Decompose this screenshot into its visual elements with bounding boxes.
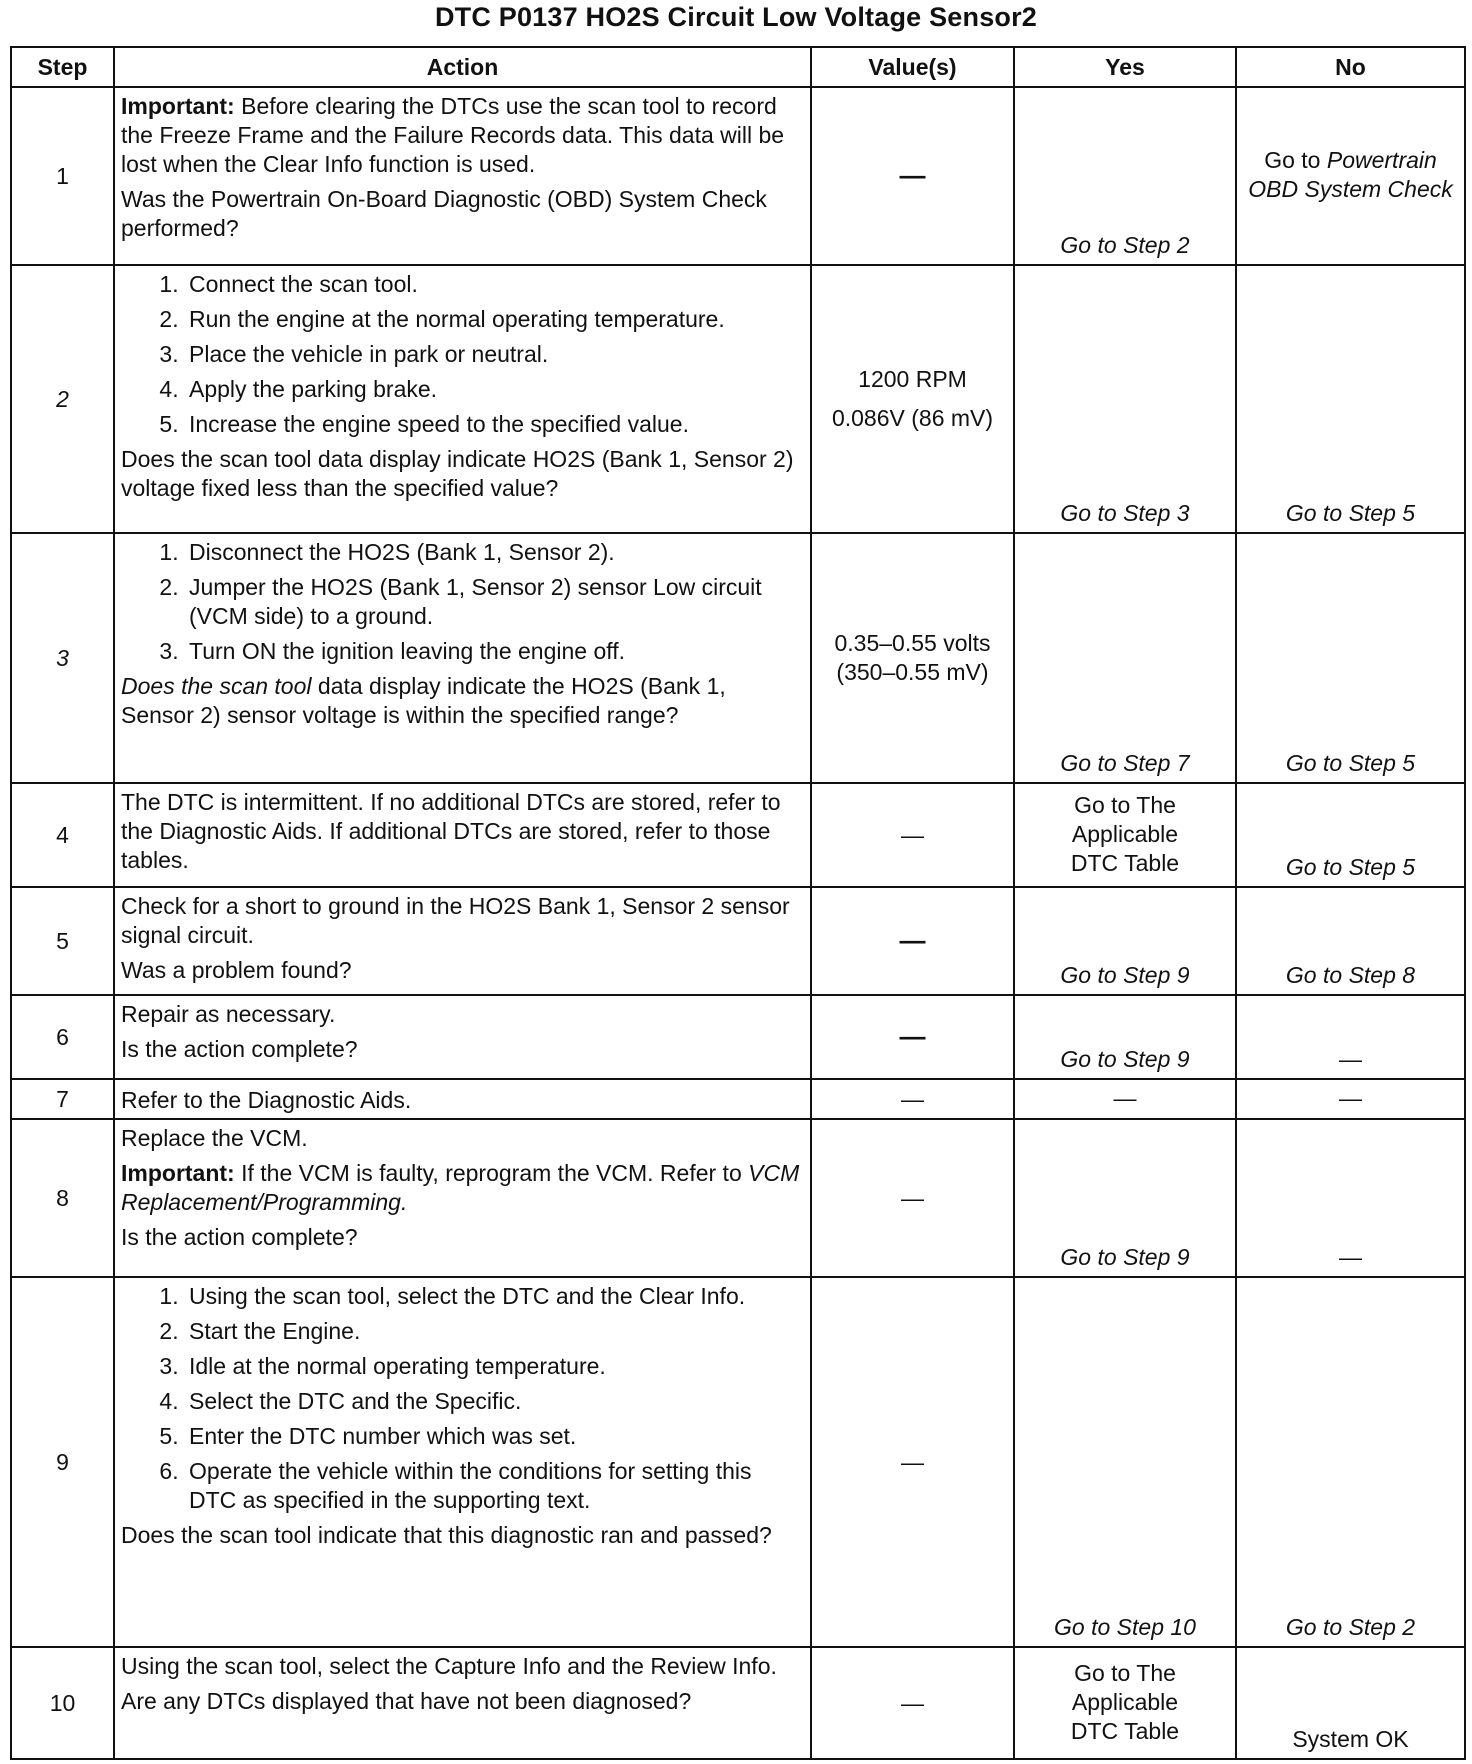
action-cell — [114, 1079, 811, 1119]
yes-result: Go to Step 3 — [1060, 500, 1190, 526]
no-cell — [1236, 265, 1465, 533]
yes-dash: — — [1113, 1084, 1137, 1111]
table-row — [11, 1277, 1465, 1647]
important-label: Important: — [121, 1160, 235, 1186]
value-cell — [811, 1647, 1014, 1759]
yes-result: Go to Step 7 — [1060, 750, 1190, 776]
step-number: 3 — [11, 533, 114, 783]
no-cell — [1236, 533, 1465, 783]
value-cell — [811, 87, 1014, 265]
action-question: Are any DTCs displayed that have not been diagnosed? — [121, 1688, 692, 1714]
action-cell — [114, 1277, 811, 1647]
table-row — [11, 887, 1465, 995]
action-step-item: 3. Place the vehicle in park or neutral. — [185, 340, 804, 369]
yes-result-line: DTC Table — [1070, 849, 1180, 876]
value-cell — [811, 1079, 1014, 1119]
value-cell — [811, 1119, 1014, 1277]
action-step-item: 3. Idle at the normal operating temperature. — [185, 1352, 804, 1381]
no-cell — [1236, 87, 1465, 265]
table-row — [11, 265, 1465, 533]
no-result: Go to Step 5 — [1285, 500, 1416, 526]
header-action: Action — [114, 47, 811, 87]
no-dash: — — [1339, 1244, 1362, 1270]
value-dash: — — [899, 160, 926, 190]
no-cell — [1236, 1647, 1465, 1759]
action-step-item: 5. Enter the DTC number which was set. — [185, 1422, 804, 1451]
step-number: 9 — [11, 1277, 114, 1647]
no-cell — [1236, 783, 1465, 887]
value-dash: — — [901, 1448, 924, 1475]
value-dash: — — [899, 925, 926, 955]
no-cell — [1236, 1079, 1465, 1119]
yes-cell — [1014, 887, 1236, 995]
action-cell — [114, 995, 811, 1079]
step-number: 4 — [11, 783, 114, 887]
action-step-item: 2. Run the engine at the normal operating temperature. — [185, 305, 804, 334]
step-number: 2 — [11, 265, 114, 533]
action-step-item: 2. Start the Engine. — [185, 1317, 804, 1346]
step-number: 10 — [11, 1647, 114, 1759]
action-steps-list — [121, 270, 804, 439]
value-line: 0.086V (86 mV) — [831, 405, 994, 431]
step-number: 7 — [11, 1079, 114, 1119]
step-number: 8 — [11, 1119, 114, 1277]
action-step-item: 4. Select the DTC and the Specific. — [185, 1387, 804, 1416]
action-cell — [114, 887, 811, 995]
value-cell — [811, 1277, 1014, 1647]
yes-result-line: Applicable — [1071, 1688, 1179, 1715]
yes-result-line: Go to The — [1074, 1659, 1176, 1686]
table-row — [11, 1119, 1465, 1277]
table-row — [11, 87, 1465, 265]
action-question: Was a problem found? — [121, 957, 352, 983]
action-cell — [114, 265, 811, 533]
important-note — [121, 1159, 804, 1217]
no-result-link: Powertrain OBD System Check — [1248, 147, 1453, 202]
value-dash: — — [901, 1085, 924, 1112]
value-cell — [811, 995, 1014, 1079]
value-cell — [811, 265, 1014, 533]
value-dash: — — [901, 1689, 924, 1716]
table-row — [11, 1647, 1465, 1759]
action-steps-list — [121, 1282, 804, 1515]
yes-cell — [1014, 1647, 1236, 1759]
yes-cell — [1014, 995, 1236, 1079]
action-text: The DTC is intermittent. If no additional DTCs are stored, refer to the Diagnostic Aids. If additional DTCs are stored, refer to those tables. — [121, 789, 781, 873]
step-number: 6 — [11, 995, 114, 1079]
action-text: Using the scan tool, select the Capture Info and the Review Info. — [121, 1653, 777, 1679]
header-step: Step — [11, 47, 114, 87]
action-step-item: 2. Jumper the HO2S (Bank 1, Sensor 2) sensor Low circuit (VCM side) to a ground. — [185, 573, 804, 631]
action-step-item: 3. Turn ON the ignition leaving the engine off. — [185, 637, 804, 666]
document-title: DTC P0137 HO2S Circuit Low Voltage Sensor2 — [434, 2, 1038, 32]
action-cell — [114, 783, 811, 887]
yes-cell — [1014, 1079, 1236, 1119]
yes-cell — [1014, 87, 1236, 265]
action-text: Refer to the Diagnostic Aids. — [121, 1086, 412, 1113]
table-row — [11, 1079, 1465, 1119]
value-dash: — — [901, 821, 924, 848]
value-cell — [811, 887, 1014, 995]
header-no: No — [1236, 47, 1465, 87]
yes-result: Go to Step 10 — [1054, 1614, 1196, 1640]
yes-result: Go to Step 2 — [1060, 232, 1190, 258]
value-cell — [811, 783, 1014, 887]
no-result: Go to Step 2 — [1285, 1614, 1416, 1640]
yes-cell — [1014, 533, 1236, 783]
value-line: (350–0.55 mV) — [836, 659, 989, 685]
action-step-item: 1. Connect the scan tool. — [185, 270, 804, 299]
diagnostic-table — [10, 46, 1466, 1760]
no-cell — [1236, 995, 1465, 1079]
yes-result: Go to Step 9 — [1060, 1244, 1190, 1270]
important-text: Before clearing the DTCs use the scan tool to record the Freeze Frame and the Failure Records data. This data will be lost when the Clear Info function is used. — [121, 93, 785, 177]
table-row — [11, 995, 1465, 1079]
yes-cell — [1014, 783, 1236, 887]
action-text: Repair as necessary. — [121, 1001, 336, 1027]
yes-result: Go to Step 9 — [1060, 1046, 1190, 1072]
important-reference: VCM Replacement/Programming. — [121, 1160, 800, 1215]
action-text: Replace the VCM. — [121, 1125, 308, 1151]
yes-result-line: Go to The — [1074, 791, 1176, 818]
no-result: Go to Step 5 — [1285, 854, 1416, 880]
step-number: 5 — [11, 887, 114, 995]
table-header-row — [11, 47, 1465, 87]
header-values: Value(s) — [811, 47, 1014, 87]
action-step-item: 4. Apply the parking brake. — [185, 375, 804, 404]
value-line: 0.35–0.55 volts — [834, 630, 991, 656]
question-rest: data display indicate the HO2S (Bank 1, Sensor 2) sensor voltage is within the specified range? — [121, 673, 726, 728]
yes-cell — [1014, 1277, 1236, 1647]
action-cell — [114, 1119, 811, 1277]
no-result: Go to Step 8 — [1285, 962, 1416, 988]
header-yes: Yes — [1014, 47, 1236, 87]
action-step-item: 1. Using the scan tool, select the DTC and the Clear Info. — [185, 1282, 804, 1311]
action-cell — [114, 533, 811, 783]
value-dash: — — [901, 1184, 924, 1211]
action-text: Check for a short to ground in the HO2S Bank 1, Sensor 2 sensor signal circuit. — [121, 893, 790, 948]
yes-result-line: DTC Table — [1070, 1717, 1180, 1744]
action-step-item: 6. Operate the vehicle within the conditions for setting this DTC as specified in the supporting text. — [185, 1457, 804, 1515]
step-number: 1 — [11, 87, 114, 265]
important-text: If the VCM is faulty, reprogram the VCM. Refer to — [234, 1160, 749, 1186]
value-cell — [811, 533, 1014, 783]
no-result-prefix: Go to — [1264, 147, 1327, 173]
no-dash: — — [1339, 1046, 1362, 1072]
table-row — [11, 783, 1465, 887]
important-label: Important: — [121, 93, 235, 119]
yes-cell — [1014, 265, 1236, 533]
action-question: Is the action complete? — [121, 1036, 358, 1062]
value-dash: — — [899, 1021, 926, 1051]
action-question — [121, 672, 804, 730]
no-dash: — — [1339, 1084, 1362, 1111]
action-cell — [114, 1647, 811, 1759]
action-steps-list — [121, 538, 804, 666]
action-step-item: 5. Increase the engine speed to the specified value. — [185, 410, 804, 439]
no-cell — [1236, 1119, 1465, 1277]
no-cell — [1236, 1277, 1465, 1647]
yes-cell — [1014, 1119, 1236, 1277]
important-note — [121, 92, 804, 179]
value-line: 1200 RPM — [858, 366, 967, 392]
no-result: System OK — [1292, 1726, 1409, 1752]
action-step-item: 1. Disconnect the HO2S (Bank 1, Sensor 2). — [185, 538, 804, 567]
yes-result: Go to Step 9 — [1060, 962, 1190, 988]
action-question: Was the Powertrain On-Board Diagnostic (OBD) System Check performed? — [121, 186, 767, 241]
yes-result-line: Applicable — [1071, 820, 1179, 847]
no-cell — [1236, 887, 1465, 995]
action-cell — [114, 87, 811, 265]
action-question: Does the scan tool data display indicate HO2S (Bank 1, Sensor 2) voltage fixed less than the specified value? — [121, 446, 794, 501]
question-emphasis: Does the scan tool — [121, 673, 312, 699]
action-question: Is the action complete? — [121, 1224, 358, 1250]
table-row — [11, 533, 1465, 783]
action-question: Does the scan tool indicate that this diagnostic ran and passed? — [121, 1522, 772, 1548]
no-result: Go to Step 5 — [1285, 750, 1416, 776]
